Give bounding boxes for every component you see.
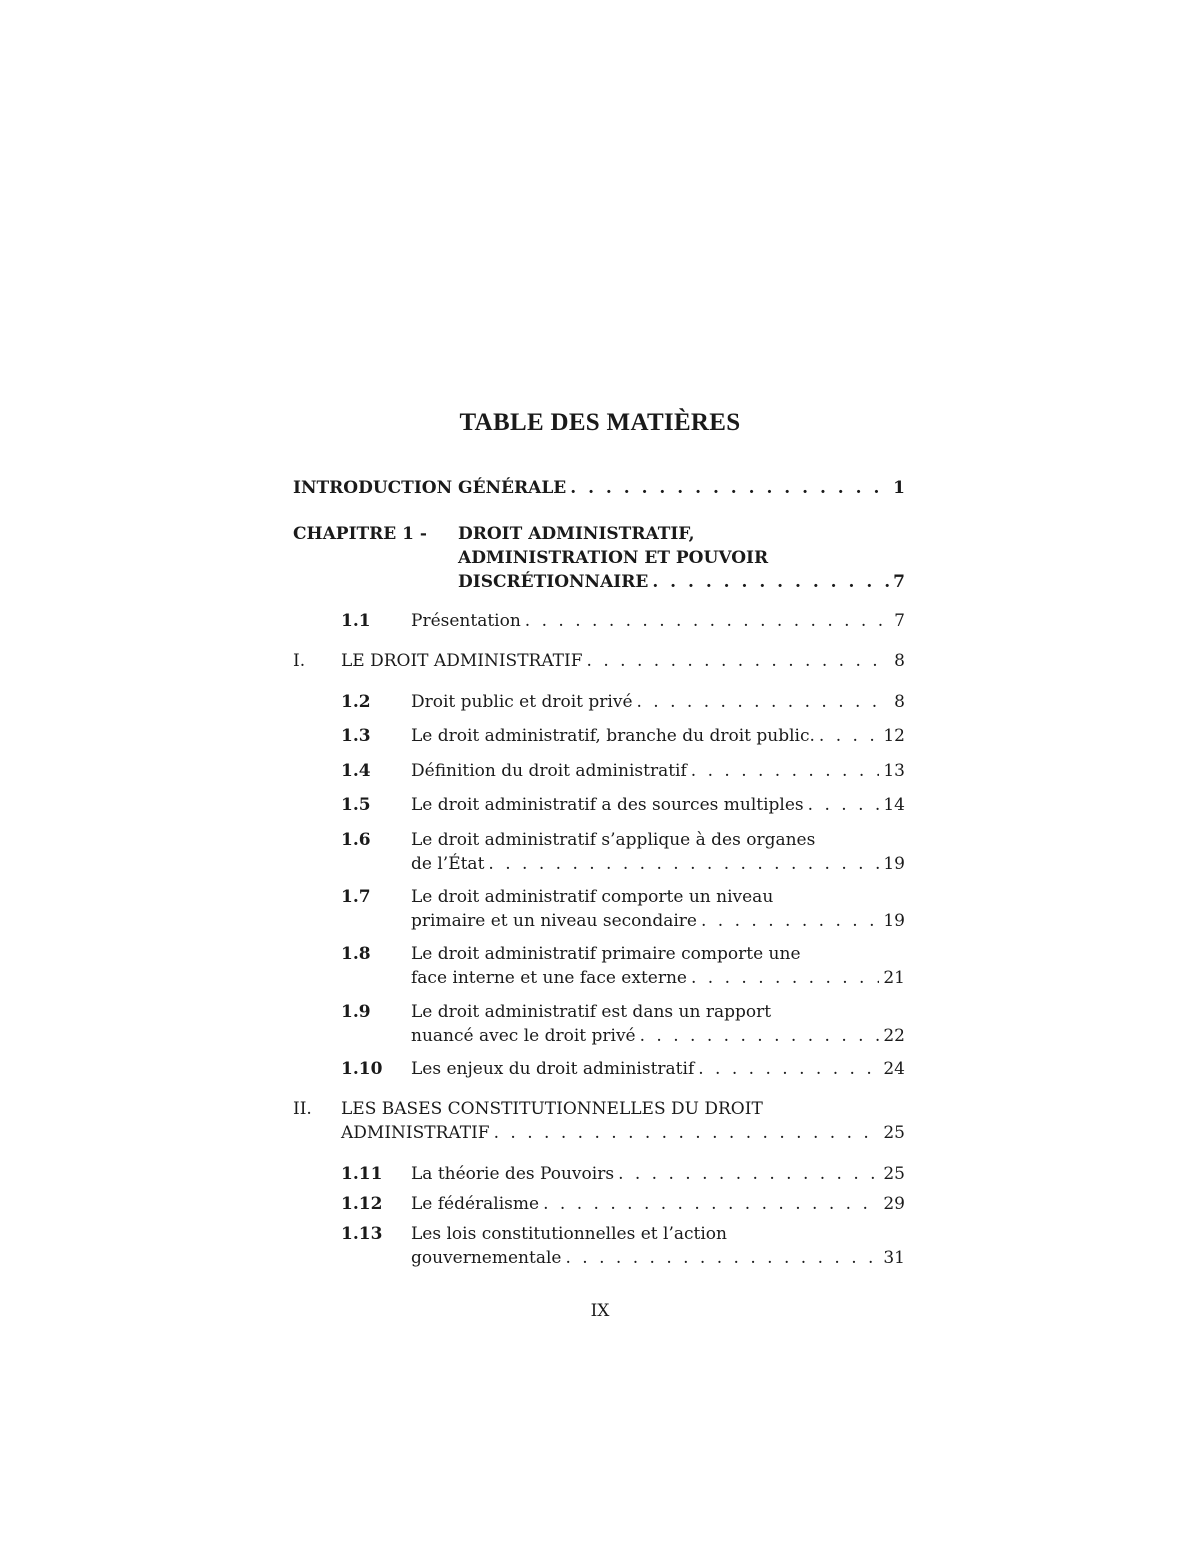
section-number: 1.6 bbox=[341, 830, 371, 850]
toc-entry-title: Droit public et droit privé bbox=[411, 692, 633, 712]
toc-entry[interactable] bbox=[411, 609, 905, 633]
toc-entry[interactable] bbox=[411, 1000, 905, 1048]
toc-entry-chapter-1[interactable] bbox=[458, 522, 905, 594]
toc-page-number: 29 bbox=[883, 1194, 905, 1214]
toc-page-number: 25 bbox=[883, 1164, 905, 1184]
toc-page-number: 19 bbox=[883, 911, 905, 931]
toc-entry-title-line: primaire et un niveau secondaire bbox=[411, 911, 697, 931]
toc-entry-part[interactable] bbox=[341, 649, 905, 673]
toc-page-number: 19 bbox=[883, 854, 905, 874]
toc-entry-title: Le fédéralisme bbox=[411, 1194, 540, 1214]
dot-leader bbox=[691, 966, 879, 990]
toc-entry-title-line: nuancé avec le droit privé bbox=[411, 1026, 636, 1046]
dot-leader bbox=[819, 724, 879, 748]
toc-page-number: 7 bbox=[893, 572, 905, 592]
toc-entry-part[interactable] bbox=[341, 1097, 905, 1145]
toc-entry-title-line: Le droit administratif s’applique à des organes bbox=[411, 830, 816, 850]
toc-page-number: 21 bbox=[883, 968, 905, 988]
toc-page-number: 13 bbox=[883, 761, 905, 781]
section-number: 1.10 bbox=[341, 1059, 383, 1079]
toc-entry-title-line: Le droit administratif est dans un rapport bbox=[411, 1002, 772, 1022]
toc-page-number: 1 bbox=[893, 478, 905, 498]
toc-entry[interactable] bbox=[411, 690, 905, 714]
toc-page-number: 22 bbox=[883, 1026, 905, 1046]
section-number: 1.7 bbox=[341, 887, 371, 907]
toc-entry-title: Le droit administratif, branche du droit public. bbox=[411, 726, 815, 746]
toc-entry-title: Le droit administratif a des sources multiples bbox=[411, 795, 804, 815]
toc-entry[interactable] bbox=[411, 1192, 905, 1216]
part-number: II. bbox=[293, 1099, 312, 1119]
toc-entry-title-line: Les lois constitutionnelles et l’action bbox=[411, 1224, 727, 1244]
section-number: 1.5 bbox=[341, 795, 371, 815]
toc-entry-title-line: gouvernementale bbox=[411, 1248, 562, 1268]
dot-leader bbox=[618, 1162, 879, 1186]
section-number: 1.9 bbox=[341, 1002, 371, 1022]
dot-leader bbox=[701, 909, 879, 933]
dot-leader bbox=[565, 1246, 879, 1270]
section-number: 1.2 bbox=[341, 692, 371, 712]
toc-entry-title: Définition du droit administratif bbox=[411, 761, 687, 781]
dot-leader bbox=[494, 1121, 880, 1145]
section-number: 1.13 bbox=[341, 1224, 383, 1244]
toc-entry-title-line: de l’État bbox=[411, 854, 485, 874]
dot-leader bbox=[637, 690, 891, 714]
dot-leader bbox=[691, 759, 880, 783]
toc-entry-title-line: Le droit administratif primaire comporte une bbox=[411, 944, 801, 964]
part-number: I. bbox=[293, 651, 306, 671]
toc-page-number: 14 bbox=[883, 795, 905, 815]
toc-entry-title-line: ADMINISTRATIF bbox=[341, 1123, 490, 1143]
toc-page-number: 8 bbox=[894, 692, 905, 712]
toc-entry-title-line: DISCRÉTIONNAIRE bbox=[458, 572, 649, 592]
toc-page-number: 7 bbox=[894, 611, 905, 631]
page-folio: IX bbox=[590, 1301, 610, 1321]
toc-entry[interactable] bbox=[411, 759, 905, 783]
section-number: 1.11 bbox=[341, 1164, 383, 1184]
dot-leader bbox=[543, 1192, 879, 1216]
toc-entry-title-line: ADMINISTRATION ET POUVOIR bbox=[458, 548, 769, 568]
toc-entry-title-line: DROIT ADMINISTRATIF, bbox=[458, 524, 695, 544]
toc-page-number: 8 bbox=[894, 651, 905, 671]
toc-entry[interactable] bbox=[411, 1222, 905, 1270]
dot-leader bbox=[640, 1024, 880, 1048]
toc-entry-title-line: LES BASES CONSTITUTIONNELLES DU DROIT bbox=[341, 1099, 763, 1119]
toc-entry[interactable] bbox=[411, 724, 905, 748]
toc-entry-title: Les enjeux du droit administratif bbox=[411, 1059, 695, 1079]
toc-entry-title-line: Le droit administratif comporte un niveau bbox=[411, 887, 774, 907]
toc-page-number: 31 bbox=[883, 1248, 905, 1268]
section-number: 1.1 bbox=[341, 611, 371, 631]
toc-entry[interactable] bbox=[411, 1162, 905, 1186]
dot-leader bbox=[698, 1057, 879, 1081]
section-number: 1.12 bbox=[341, 1194, 383, 1214]
toc-entry-title-line: face interne et une face externe bbox=[411, 968, 687, 988]
page-title: TABLE DES MATIÈRES bbox=[459, 409, 741, 436]
dot-leader bbox=[808, 793, 880, 817]
dot-leader bbox=[587, 649, 891, 673]
toc-entry-title: INTRODUCTION GÉNÉRALE bbox=[293, 478, 567, 498]
toc-entry[interactable] bbox=[411, 793, 905, 817]
toc-page-number: 12 bbox=[883, 726, 905, 746]
chapter-label: CHAPITRE 1 - bbox=[293, 524, 427, 544]
toc-entry[interactable] bbox=[411, 885, 905, 933]
dot-leader bbox=[488, 852, 879, 876]
dot-leader bbox=[652, 570, 889, 594]
toc-entry[interactable] bbox=[411, 828, 905, 876]
toc-entry-title: LE DROIT ADMINISTRATIF bbox=[341, 651, 583, 671]
toc-entry-title: La théorie des Pouvoirs bbox=[411, 1164, 615, 1184]
section-number: 1.3 bbox=[341, 726, 371, 746]
section-number: 1.4 bbox=[341, 761, 371, 781]
toc-page-number: 25 bbox=[883, 1123, 905, 1143]
toc-page-number: 24 bbox=[883, 1059, 905, 1079]
toc-entry[interactable] bbox=[411, 942, 905, 990]
section-number: 1.8 bbox=[341, 944, 371, 964]
toc-entry-introduction[interactable] bbox=[293, 476, 905, 500]
toc-entry-title: Présentation bbox=[411, 611, 521, 631]
dot-leader bbox=[525, 609, 890, 633]
toc-entry[interactable] bbox=[411, 1057, 905, 1081]
dot-leader bbox=[570, 476, 889, 500]
